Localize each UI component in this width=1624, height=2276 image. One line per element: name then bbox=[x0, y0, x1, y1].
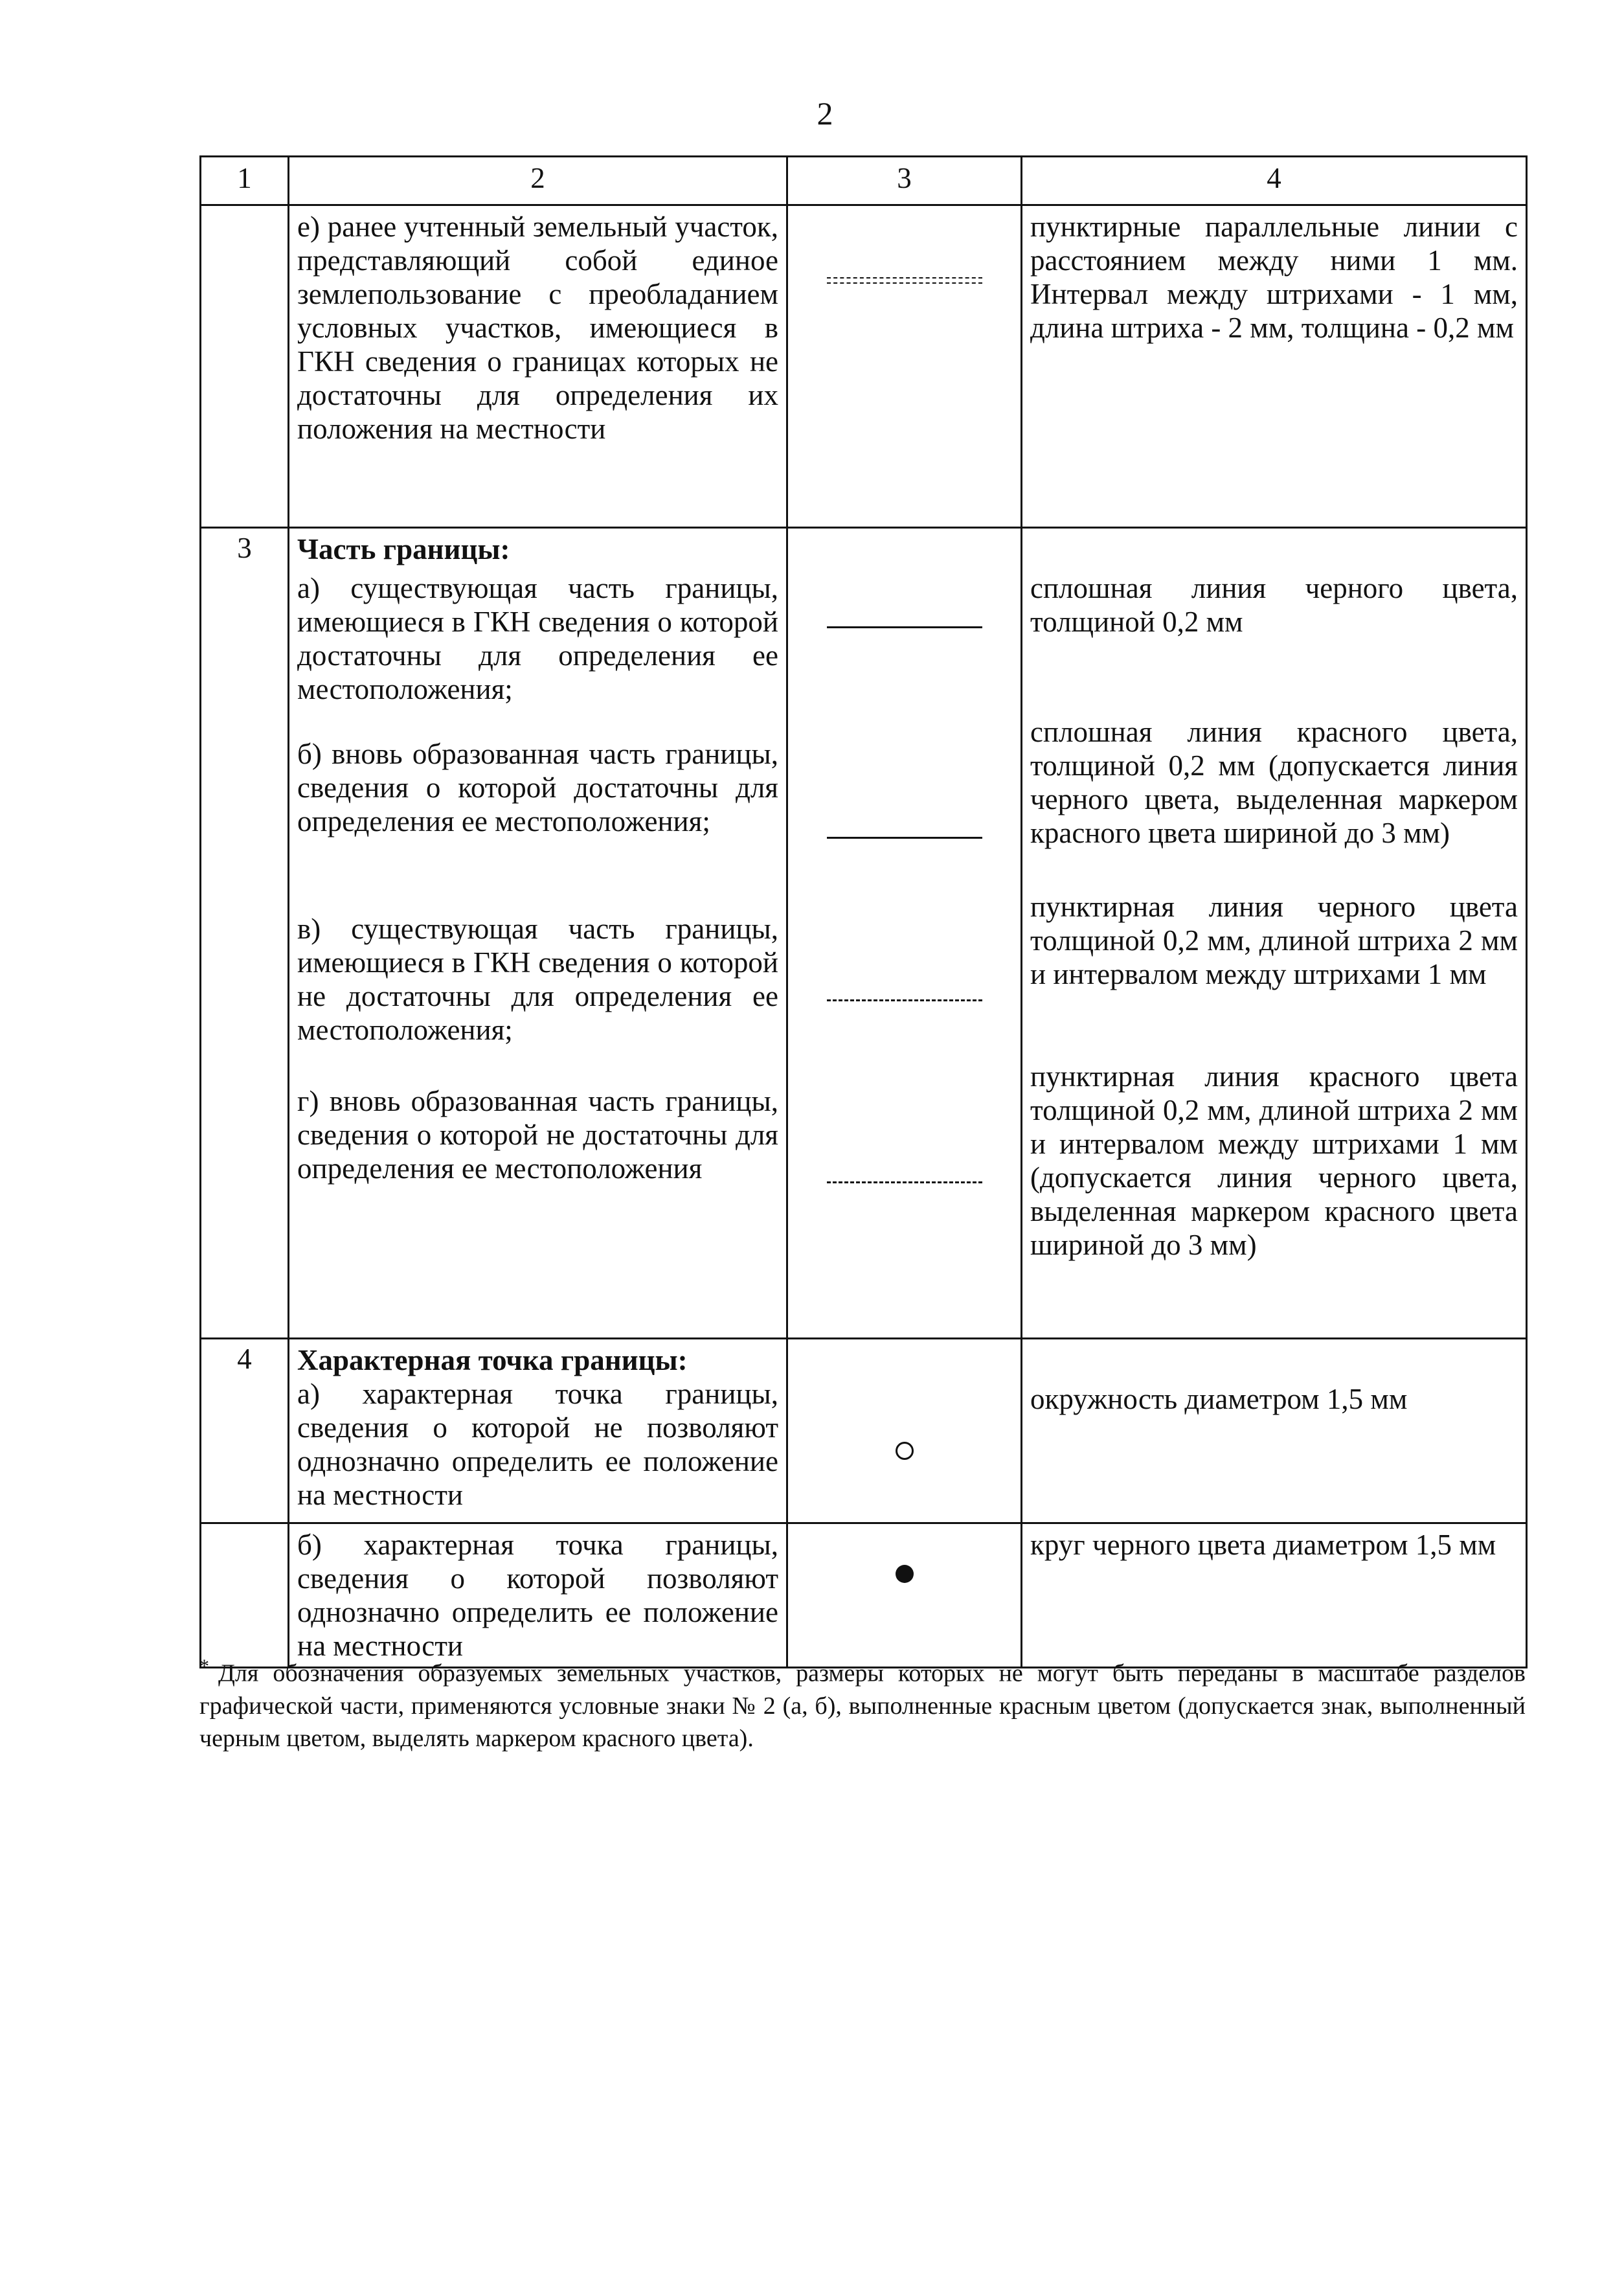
row-e-symbol-cell bbox=[787, 205, 1022, 528]
group-4-a-desc: а) характерная точка границы, сведения о которой не позволяют однозначно определить ее положение на местности bbox=[297, 1378, 778, 1511]
row-number-cell bbox=[201, 205, 289, 528]
group-4-b-desc: б) характерная точка границы, сведения о которой позволяют однозначно определить ее положение на местности bbox=[289, 1523, 787, 1668]
group-3-g-spec: пунктирная линия красного цвета толщиной 0,2 мм, длиной штриха 2 мм и интервалом между штрихами 1 мм (допускается линия черного цвета, выделенная маркером красного цвета шириной до 3 мм) bbox=[1030, 1060, 1518, 1261]
group-4-a-spec: окружность диаметром 1,5 мм bbox=[1030, 1383, 1408, 1415]
group-3-v-desc: в) существующая часть границы, имеющиеся в ГКН сведения о которой не достаточны для определения ее местоположения; bbox=[297, 913, 778, 1046]
group-3-number: 3 bbox=[201, 528, 289, 1339]
group-4-title: Характерная точка границы: bbox=[297, 1344, 688, 1376]
open-circle-symbol bbox=[896, 1442, 914, 1460]
header-col-1: 1 bbox=[201, 157, 289, 205]
legend-table bbox=[199, 155, 1528, 1668]
page-number: 2 bbox=[817, 95, 833, 131]
table-row bbox=[201, 1339, 1527, 1523]
table-header-row bbox=[201, 157, 1527, 205]
group-3-v-spec: пунктирная линия черного цвета толщиной 0,2 мм, длиной штриха 2 мм и интервалом между штрихами 1 мм bbox=[1030, 891, 1518, 990]
row-number-cell bbox=[201, 1523, 289, 1668]
group-3-g-desc: г) вновь образованная часть границы, сведения о которой не достаточны для определения ее местоположения bbox=[297, 1085, 778, 1185]
group-3-symbol-cell bbox=[787, 528, 1022, 1339]
header-col-3: 3 bbox=[787, 157, 1022, 205]
footnote-text: Для обозначения образуемых земельных участков, размеры которых не могут быть переданы в масштабе разделов графической части, применяются условные знаки № 2 (а, б), выполненные красным цветом (допускается знак, выполненный черным цветом, выделять маркером красного цвета). bbox=[199, 1659, 1526, 1752]
group-4-a-spec-cell bbox=[1022, 1339, 1527, 1523]
group-3-title: Часть границы: bbox=[297, 533, 510, 565]
group-3-b-desc: б) вновь образованная часть границы, сведения о которой достаточны для определения ее местоположения; bbox=[297, 738, 778, 837]
header-col-2: 2 bbox=[289, 157, 787, 205]
group-4-number: 4 bbox=[201, 1339, 289, 1523]
table-row bbox=[201, 205, 1527, 528]
group-3-spec-cell bbox=[1022, 528, 1527, 1339]
group-3-description-cell bbox=[289, 528, 787, 1339]
group-4-b-symbol-cell bbox=[787, 1523, 1022, 1668]
footnote bbox=[199, 1650, 1526, 1755]
table-row bbox=[201, 528, 1527, 1339]
table-row bbox=[201, 1523, 1527, 1668]
row-e-description: е) ранее учтенный земельный участок, представляющий собой единое землепользование с преобладанием условных участков, имеющиеся в ГКН сведения о границах которых не достаточны для определения их положения на местности bbox=[289, 205, 787, 528]
footnote-mark: * bbox=[199, 1656, 209, 1677]
group-3-a-desc: а) существующая часть границы, имеющиеся в ГКН сведения о которой достаточны для определения ее местоположения; bbox=[297, 572, 778, 705]
group-4-a-symbol-cell bbox=[787, 1339, 1022, 1523]
group-3-b-spec: сплошная линия красного цвета, толщиной 0,2 мм (допускается линия черного цвета, выделенная маркером красного цвета шириной до 3 мм) bbox=[1030, 716, 1518, 849]
group-4-b-spec: круг черного цвета диаметром 1,5 мм bbox=[1022, 1523, 1527, 1668]
group-4-a-description-cell bbox=[289, 1339, 787, 1523]
filled-circle-symbol bbox=[896, 1565, 914, 1583]
group-3-a-spec: сплошная линия черного цвета, толщиной 0,2 мм bbox=[1030, 572, 1518, 638]
double-dashed-line-symbol bbox=[827, 277, 982, 284]
row-e-spec: пунктирные параллельные линии с расстоянием между ними 1 мм. Интервал между штрихами - 1 мм, длина штриха - 2 мм, толщина - 0,2 мм bbox=[1022, 205, 1527, 528]
dashed-line-symbol-g bbox=[827, 1181, 982, 1183]
header-col-4: 4 bbox=[1022, 157, 1527, 205]
